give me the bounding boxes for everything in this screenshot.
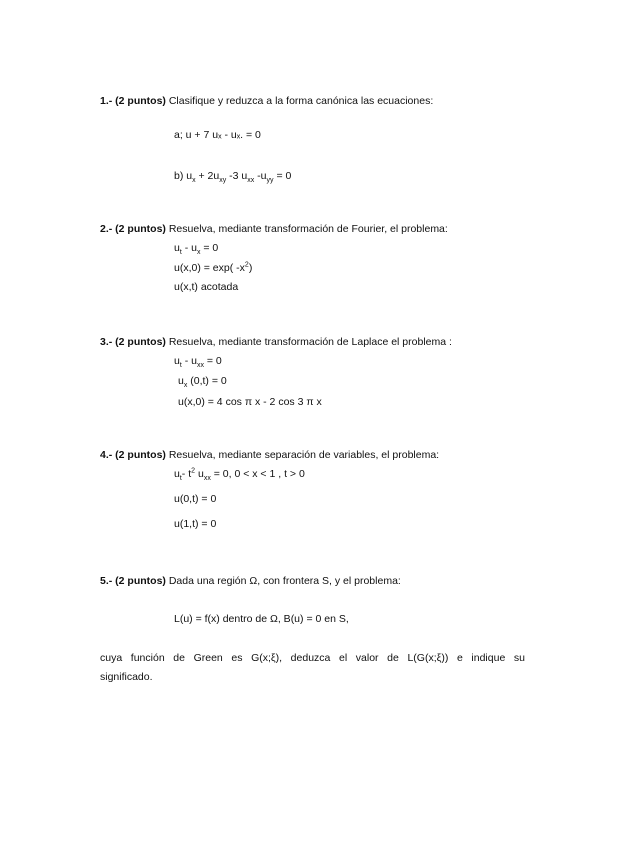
- eq-text: u: [195, 468, 204, 480]
- subscript: yy: [266, 177, 274, 185]
- subscript: xx: [203, 475, 211, 483]
- subscript: xy: [219, 177, 227, 185]
- problem-4-eq-2: u(0,t) = 0: [174, 493, 217, 505]
- eq-text: -u: [254, 170, 267, 182]
- subscript: x: [192, 177, 196, 185]
- eq-text: + 2u: [195, 170, 220, 182]
- problem-3-label: 3.- (2 puntos): [100, 336, 166, 348]
- problem-4-heading: [100, 449, 439, 462]
- eq-text: ): [248, 262, 253, 274]
- problem-5-text-line-2: significado.: [100, 671, 153, 683]
- problem-2-statement: Resuelva, mediante transformación de Fourier, el problema:: [168, 223, 448, 235]
- subscript: x: [196, 249, 201, 257]
- problem-3-eq-3: u(x,0) = 4 cos π x - 2 cos 3 π x: [178, 396, 322, 408]
- eq-text: - u: [181, 355, 197, 367]
- subscript: xx: [196, 362, 204, 370]
- eq-text: u(x,0) = exp( -x: [174, 262, 245, 274]
- eq-text: b) u: [174, 170, 193, 182]
- problem-4-eq-3: u(1,t) = 0: [174, 518, 217, 530]
- problem-1-heading: [100, 95, 433, 108]
- problem-4-label: 4.- (2 puntos): [100, 449, 166, 461]
- eq-text: u: [174, 242, 180, 254]
- problem-1-statement: Clasifique y reduzca a la forma canónica las ecuaciones:: [168, 95, 434, 107]
- problem-4-statement: Resuelva, mediante separación de variables, el problema:: [168, 449, 440, 461]
- eq-text: = 0: [203, 355, 222, 367]
- subscript: t: [179, 362, 182, 370]
- eq-text: u: [174, 468, 180, 480]
- eq-text: (0,t) = 0: [187, 375, 227, 387]
- eq-text: - u: [181, 242, 197, 254]
- problem-3-heading: [100, 336, 452, 349]
- eq-text: -3 u: [226, 170, 248, 182]
- eq-text: = 0, 0 < x < 1 , t > 0: [210, 468, 305, 480]
- problem-1-eq-b: [174, 170, 291, 183]
- problem-5-heading: [100, 575, 401, 588]
- problem-3-statement: Resuelva, mediante transformación de Laplace el problema :: [168, 336, 452, 348]
- eq-text: = 0: [200, 242, 219, 254]
- problem-5-text-line-1: cuya función de Green es G(x;ξ), deduzca el valor de L(G(x;ξ)) e indique su: [100, 652, 525, 664]
- problem-2-label: 2.- (2 puntos): [100, 223, 166, 235]
- problem-1-label: 1.- (2 puntos): [100, 95, 166, 107]
- problem-2-heading: [100, 223, 448, 236]
- problem-5-eq-1: L(u) = f(x) dentro de Ω, B(u) = 0 en S,: [174, 613, 349, 625]
- subscript: x: [183, 382, 188, 390]
- superscript: 2: [191, 467, 196, 475]
- eq-text: - t: [181, 468, 192, 480]
- problem-2-eq-1: [174, 242, 218, 255]
- problem-3-eq-2: [178, 375, 227, 388]
- eq-text: u: [174, 355, 180, 367]
- subscript: t: [179, 249, 182, 257]
- eq-text: u: [178, 375, 184, 387]
- superscript: 2: [244, 261, 249, 269]
- problem-5-label: 5.- (2 puntos): [100, 575, 166, 587]
- problem-3-eq-1: [174, 355, 222, 368]
- subscript: t: [179, 475, 182, 483]
- problem-1-eq-a: a; u + 7 uₓ - uₓ. = 0: [174, 129, 261, 141]
- problem-4-eq-1: [174, 468, 305, 481]
- subscript: xx: [247, 177, 255, 185]
- problem-2-eq-2: [174, 262, 252, 275]
- problem-2-eq-3: u(x,t) acotada: [174, 281, 239, 293]
- problem-5-statement: Dada una región Ω, con frontera S, y el problema:: [168, 575, 401, 587]
- eq-text: = 0: [273, 170, 292, 182]
